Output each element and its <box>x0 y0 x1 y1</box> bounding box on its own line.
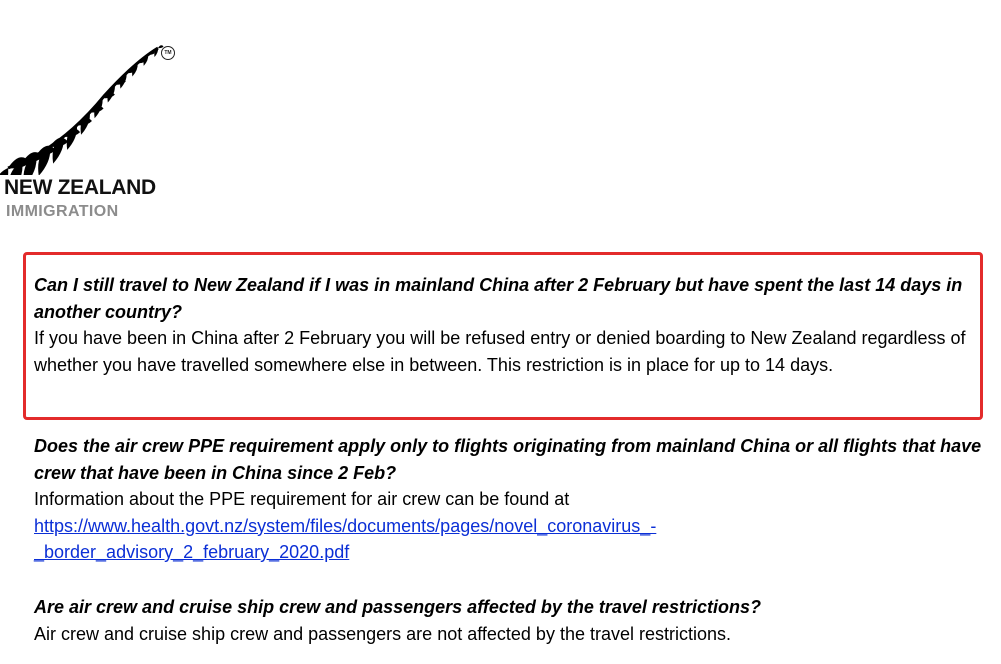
brand-name: NEW ZEALAND <box>4 176 156 199</box>
brand-subtitle: IMMIGRATION <box>6 203 119 220</box>
faq-answer: Air crew and cruise ship crew and passengers are not affected by the travel restrictions. <box>34 623 732 644</box>
faq-answer: Information about the PPE requirement for air crew can be found at <box>34 489 570 509</box>
nz-immigration-logo <box>0 40 185 230</box>
faq-item <box>34 594 994 647</box>
faq-item <box>34 433 999 566</box>
faq-answer: If you have been in China after 2 February you will be refused entry or denied boarding to New Zealand regardless of whether you have travelled somewhere else in between. This restriction is in place for up to 14 days. <box>34 328 966 375</box>
faq-question: Can I still travel to New Zealand if I was in mainland China after 2 February but have spent the last 14 days in another country? <box>34 275 963 322</box>
link-text-line1: https://www.health.govt.nz/system/files/documents/pages/novel_coronavirus_- <box>34 515 657 536</box>
faq-question: Does the air crew PPE requirement apply only to flights originating from mainland China or all flights that have crew that have been in China since 2 Feb? <box>34 436 982 483</box>
silver-fern-icon <box>0 40 185 175</box>
ppe-advisory-link[interactable] <box>34 513 999 566</box>
faq-question: Are air crew and cruise ship crew and passengers affected by the travel restrictions? <box>34 597 761 617</box>
trademark-icon: TM <box>161 46 175 60</box>
faq-item <box>34 272 979 378</box>
link-text-line2: _border_advisory_2_february_2020.pdf <box>34 542 350 562</box>
